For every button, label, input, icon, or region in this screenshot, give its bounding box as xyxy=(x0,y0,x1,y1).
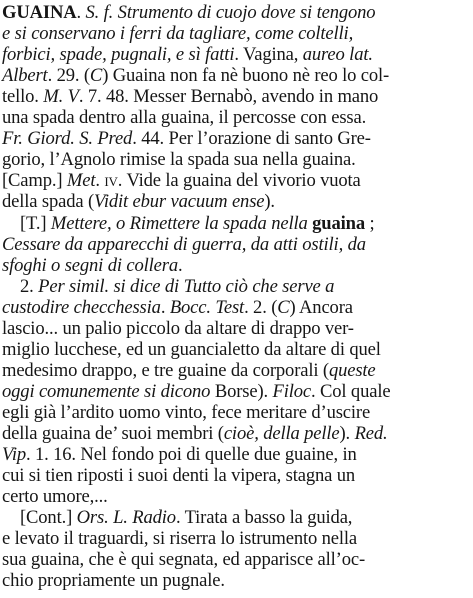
italic-text: Bocc. Test xyxy=(169,296,245,318)
text-run: medesimo drappo, e tre guaine da corporali ( xyxy=(2,359,329,381)
text-line xyxy=(2,88,378,107)
text-line xyxy=(2,4,375,23)
italic-text: Mettere, o Rimettere la spada nella xyxy=(50,212,308,234)
italic-text: aureo lat. xyxy=(302,44,373,66)
text-run: lascio... un palio piccolo da altare di drappo ver- xyxy=(2,317,354,339)
text-line xyxy=(2,275,335,297)
text-run: ). xyxy=(339,423,355,444)
text-run: una spada dentro alla guaina, il percosse con essa. xyxy=(2,107,367,129)
text-run: . 44. Per l’orazione di santo Gre- xyxy=(132,128,371,150)
italic-text: Fr. Giord. S. Pred xyxy=(2,128,133,150)
text-run: [Camp.] xyxy=(2,170,67,192)
text-run: [Cont.] xyxy=(2,507,77,529)
text-line xyxy=(2,254,183,276)
text-run: . xyxy=(76,2,86,23)
text-line xyxy=(2,233,366,255)
text-run: . 29. ( xyxy=(47,65,90,87)
text-line xyxy=(2,193,275,212)
text-run: . xyxy=(177,254,183,276)
italic-text: queste xyxy=(328,359,376,381)
text-line xyxy=(2,401,371,423)
text-run: Borse). xyxy=(210,380,273,402)
text-run: . Col quale xyxy=(311,380,391,402)
headword: guaina xyxy=(312,212,365,234)
text-run: sua guaina, che è qui segnata, ed apparisce all’oc- xyxy=(2,549,366,571)
text-line xyxy=(2,67,389,86)
italic-text: sfoghi o segni di collera xyxy=(2,254,178,276)
italic-text: Ors. L. Radio xyxy=(76,507,176,529)
text-run: ; xyxy=(364,212,375,234)
text-run: della spada ( xyxy=(2,191,95,213)
text-line xyxy=(2,317,354,339)
text-run: . 2. ( xyxy=(244,296,278,318)
text-run: . 7. 48. Messer Bernabò, avendo in mano xyxy=(78,86,379,108)
italic-text: forbici, spade, pugnali, e sì fatti xyxy=(2,44,235,66)
text-run: . xyxy=(160,296,170,318)
italic-text: Cessare da apparecchi di guerra, da atti ostili, da xyxy=(2,233,366,255)
text-run: . 1. 16. Nel fondo poi di quelle due guaine, in xyxy=(26,444,357,466)
text-run: cui si tien riposti i suoi denti la vipera, stagna un xyxy=(2,465,356,487)
italic-text: e si conservano i ferri da tagliare, come coltelli, xyxy=(2,23,354,45)
text-run: iv xyxy=(104,170,118,192)
text-run: certo umore,... xyxy=(2,486,108,508)
text-line xyxy=(2,338,381,360)
text-line xyxy=(2,467,355,486)
text-run: . Tirata a basso la guida, xyxy=(175,507,353,529)
text-run: miglio lucchese, ed un guancialetto da altare di quel xyxy=(2,338,381,360)
text-line xyxy=(2,488,108,507)
text-run: . xyxy=(95,170,105,192)
text-line xyxy=(2,130,371,149)
italic-text: Met xyxy=(66,170,96,192)
italic-text: M. V xyxy=(43,86,79,108)
text-run: . Vagina, xyxy=(234,44,303,66)
text-line xyxy=(2,572,225,591)
text-line xyxy=(2,380,391,402)
text-run: e levato il traguardi, si riserra lo istrumento nella xyxy=(2,528,358,550)
text-run: chio propriamente un pugnale. xyxy=(2,570,225,592)
italic-text: Albert xyxy=(2,65,48,87)
italic-text: Vidit ebur vacuum ense xyxy=(94,191,265,213)
text-line xyxy=(2,530,357,549)
text-line xyxy=(2,359,376,381)
italic-text: cioè, della pelle xyxy=(223,423,340,444)
text-line xyxy=(2,446,357,465)
text-line xyxy=(2,509,352,528)
text-line xyxy=(2,296,353,318)
italic-text: custodire checchessia xyxy=(2,296,161,318)
italic-text: oggi comunemente si dicono xyxy=(2,380,211,402)
italic-text: C xyxy=(89,65,103,87)
text-run: ) Ancora xyxy=(289,296,353,318)
italic-text: Filoc xyxy=(272,380,312,402)
text-line xyxy=(2,425,388,444)
headword: GUAINA xyxy=(2,2,77,23)
text-run: gorio, l’Agnolo rimise la spada sua nella guaina. xyxy=(2,149,356,171)
text-run: [T.] xyxy=(2,212,51,234)
text-run: ). xyxy=(264,191,275,213)
text-run: ) Guaina non fa nè buono nè reo lo col- xyxy=(102,65,390,87)
italic-text: C xyxy=(277,296,290,318)
text-run: 2. xyxy=(2,275,39,297)
italic-text: Red. xyxy=(354,423,388,444)
text-run: egli già l’ardito uomo vinto, fece meritare d’uscire xyxy=(2,401,371,423)
text-line xyxy=(2,212,375,234)
italic-text: Vip xyxy=(2,444,26,466)
text-line xyxy=(2,551,365,570)
text-line xyxy=(2,151,356,170)
text-line xyxy=(2,172,361,191)
text-run: della guaina de’ suoi membri ( xyxy=(2,423,224,444)
text-line xyxy=(2,25,353,44)
italic-text: S. f. Strumento di cuojo dove si tengono xyxy=(85,2,376,23)
text-run: . Vide la guaina del vivorio vuota xyxy=(117,170,361,192)
italic-text: Per simil. si dice di Tutto ciò che serve a xyxy=(38,275,335,297)
text-line xyxy=(2,46,373,65)
text-line xyxy=(2,109,366,128)
text-run: tello. xyxy=(2,86,44,108)
